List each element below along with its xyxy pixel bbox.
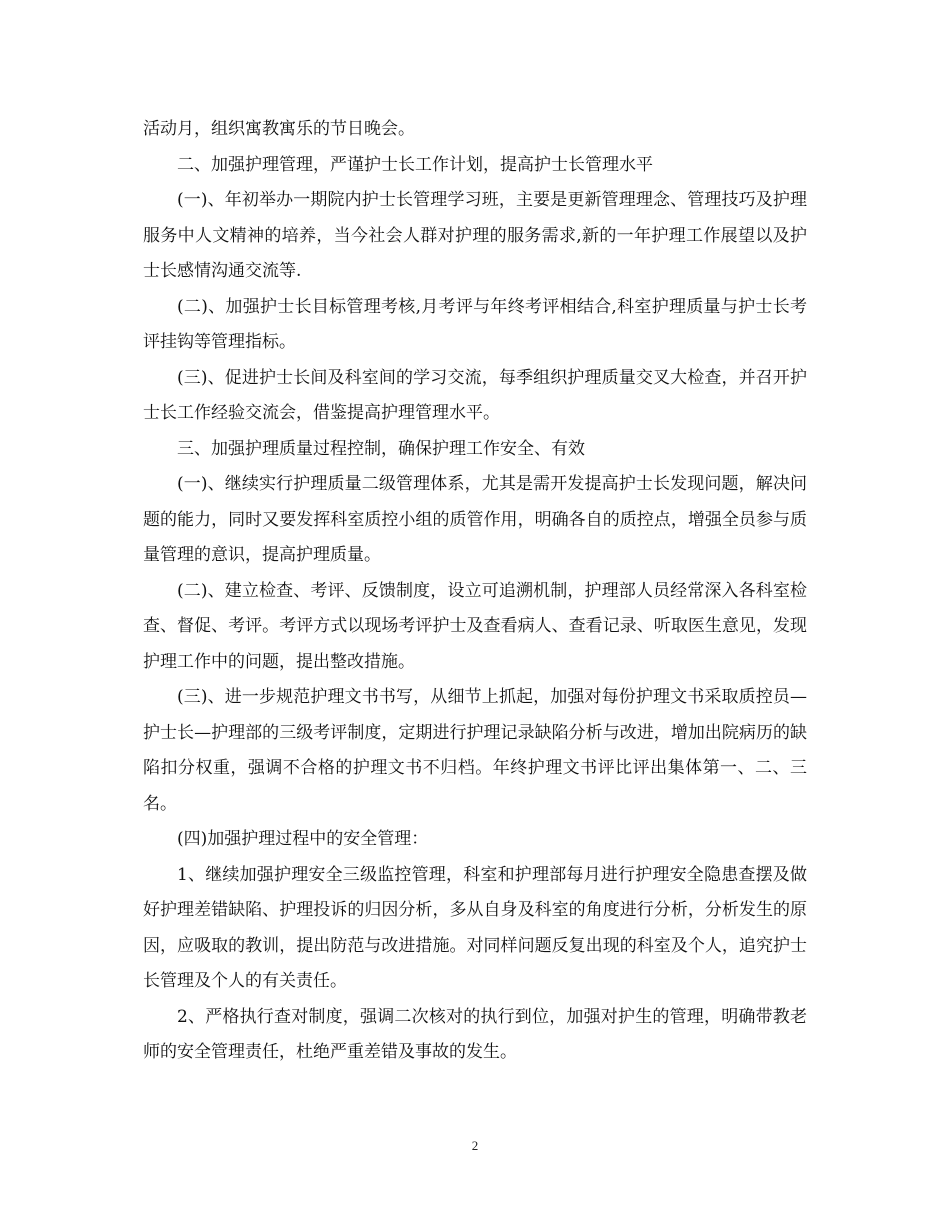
- section-heading-2: 二、加强护理管理，严谨护士长工作计划，提高护士长管理水平: [177, 154, 653, 175]
- paragraph-3-4-1: 1、继续加强护理安全三级监控管理，科室和护理部每月进行护理安全隐患查摆及做好护理差错缺陷、护理投诉的归因分析，多从自身及科室的角度进行分析，分析发生的原因，应吸取的教训，提出防范与改进措施。对同样问题反复出现的科室及个人，追究护士长管理及个人的有关责任。: [143, 864, 807, 991]
- paragraph-3-3: (三)、进一步规范护理文书书写，从细节上抓起，加强对每份护理文书采取质控员—护士长—护理部的三级考评制度，定期进行护理记录缺陷分析与改进，增加出院病历的缺陷扣分权重，强调不合格的护理文书不归档。年终护理文书评比评出集体第一、二、三名。: [143, 687, 807, 814]
- paragraph-3-2: (二)、建立检查、考评、反馈制度，设立可追溯机制，护理部人员经常深入各科室检查、督促、考评。考评方式以现场考评护士及查看病人、查看记录、听取医生意见，发现护理工作中的问题，提出整改措施。: [143, 580, 807, 672]
- paragraph-3-1: (一)、继续实行护理质量二级管理体系，尤其是需开发提高护士长发现问题，解决问题的能力，同时又要发挥科室质控小组的质管作用，明确各自的质控点，增强全员参与质量管理的意识，提高护理质量。: [143, 474, 807, 565]
- paragraph-2-2: (二)、加强护士长目标管理考核,月考评与年终考评相结合,科室护理质量与护士长考评挂钩等管理指标。: [143, 296, 807, 352]
- document-body: [143, 112, 807, 1071]
- page-number: 2: [471, 1138, 479, 1153]
- section-heading-3: 三、加强护理质量过程控制，确保护理工作安全、有效: [177, 438, 585, 459]
- subsection-heading-3-4: (四)加强护理过程中的安全管理：: [177, 829, 429, 849]
- paragraph-2-3: (三)、促进护士长间及科室间的学习交流，每季组织护理质量交叉大检查，并召开护士长工作经验交流会，借鉴提高护理管理水平。: [143, 367, 807, 423]
- paragraph-1: 活动月，组织寓教寓乐的节日晚会。: [143, 119, 415, 139]
- paragraph-3-4-2: 2、严格执行查对制度，强调二次核对的执行到位，加强对护生的管理，明确带教老师的安全管理责任，杜绝严重差错及事故的发生。: [143, 1006, 807, 1062]
- paragraph-2-1: (一)、年初举办一期院内护士长管理学习班，主要是更新管理理念、管理技巧及护理服务中人文精神的培养，当今社会人群对护理的服务需求,新的一年护理工作展望以及护士长感情沟通交流等.: [143, 190, 807, 281]
